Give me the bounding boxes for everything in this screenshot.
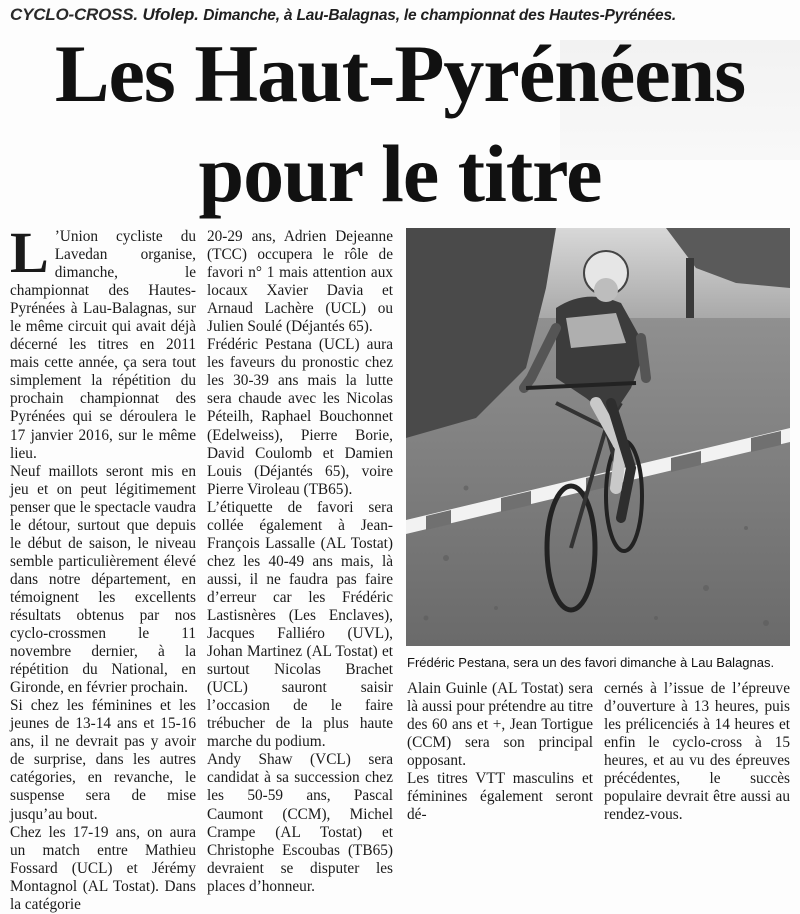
paragraph: Neuf maillots seront mis en jeu et on peut légitimement penser que le spectacle vaudra le détour, surtout que depuis le début de saison, le niveau semble particulièrement élevé dans notre département, en témoignent les excellents résultats obtenus par nos cyclo-crossmen le 11 novembre dernier, à la répétition du National, en Gironde, en février prochain. — [10, 462, 197, 697]
paragraph: Si chez les féminines et les jeunes de 13-14 ans et 15-16 ans, il ne devrait pas y avoir de surprise, dans les autres catégories, en revanche, le suspense sera de mise jusqu’au bout. — [10, 697, 196, 823]
article-kicker — [10, 5, 730, 25]
photo-caption: Frédéric Pestana, sera un des favori dimanche à Lau Balagnas. — [407, 655, 775, 670]
article-column-4 — [604, 680, 790, 824]
paragraph: 20-29 ans, Adrien Dejeanne (TCC) occupera le rôle de favori n° 1 mais attention aux locaux Xavier Davia et Arnaud Lachère (UCL) ou Julien Soulé (Déjantés 65). — [207, 228, 393, 336]
federation-label: Ufolep. — [142, 5, 199, 24]
paragraph: cernés à l’issue de l’épreuve d’ouverture à 13 heures, puis les prélicenciés à 14 heures et enfin le cyclo-cross à 15 heures, et au vu des épreuves précédentes, le succès populaire devrait être aussi au rendez-vous. — [604, 680, 790, 824]
paragraph: Frédéric Pestana (UCL) aura les faveurs du pronostic chez les 30-39 ans mais la lutte sera chaude avec les Nicolas Péteilh, Raphael Bouchonnet (Edelweiss), Pierre Borie, David Coulomb et Damien Louis (Déjantés 65), voire Pierre Viroleau (TB65). — [207, 336, 393, 498]
paragraph: L’étiquette de favori sera collée également à Jean-François Lassalle (AL Tostat) chez les 40-49 ans mais, là aussi, il ne faudra pas faire d’erreur car les Frédéric Lastisnères (Les Enclaves), Jacques Falliéro (UVL), Johan Martinez (AL Tostat) et surtout Nicolas Brachet (UCL) sauront saisir l’occasion de le faire trébucher de la plus haute marche du podium. — [207, 498, 393, 751]
paragraph: Chez les 17-19 ans, on aura un match entre Mathieu Fossard (UCL) et Jérémy Montagnol (AL Tostat). Dans la catégorie — [10, 823, 196, 913]
paragraph: Andy Shaw (VCL) sera candidat à sa succession chez les 50-59 ans, Pascal Caumont (CCM), Michel Crampe (AL Tostat) et Christophe Escoubas (TB65) devraient se disputer les places d’honneur. — [207, 751, 393, 895]
headline-line-1: Les Haut-Pyrénéens — [54, 28, 746, 119]
article-column-3 — [407, 680, 593, 824]
section-rubric: CYCLO-CROSS. — [10, 5, 138, 24]
kicker-description: Dimanche, à Lau-Balagnas, le championnat des Hautes-Pyrénées. — [203, 7, 676, 24]
drop-cap: L — [10, 220, 49, 285]
headline-line-2: pour le titre — [198, 128, 602, 219]
paragraph: Les titres VTT masculins et féminines également seront dé- — [407, 770, 593, 824]
article-column-2 — [207, 228, 393, 896]
cyclist-photo — [406, 228, 790, 646]
article-column-1 — [10, 220, 197, 914]
paragraph: Alain Guinle (AL Tostat) sera là aussi pour prétendre au titre des 60 ans et +, Jean Tortigue (CCM) sera son principal opposant. — [407, 680, 593, 770]
paragraph: L ’Union cycliste du Lavedan organise, dimanche, le championnat des Hautes-Pyrénées à Lau-Balagnas, sur le même circuit qui avait déjà décerné les titres en 2011 mais cette année, ça sera tout simplement la répétition du prochain championnat des Pyrénées qui se déroulera le 17 janvier 2016, sur le même lieu. — [10, 220, 196, 462]
cyclist-photo-illustration — [406, 228, 790, 646]
